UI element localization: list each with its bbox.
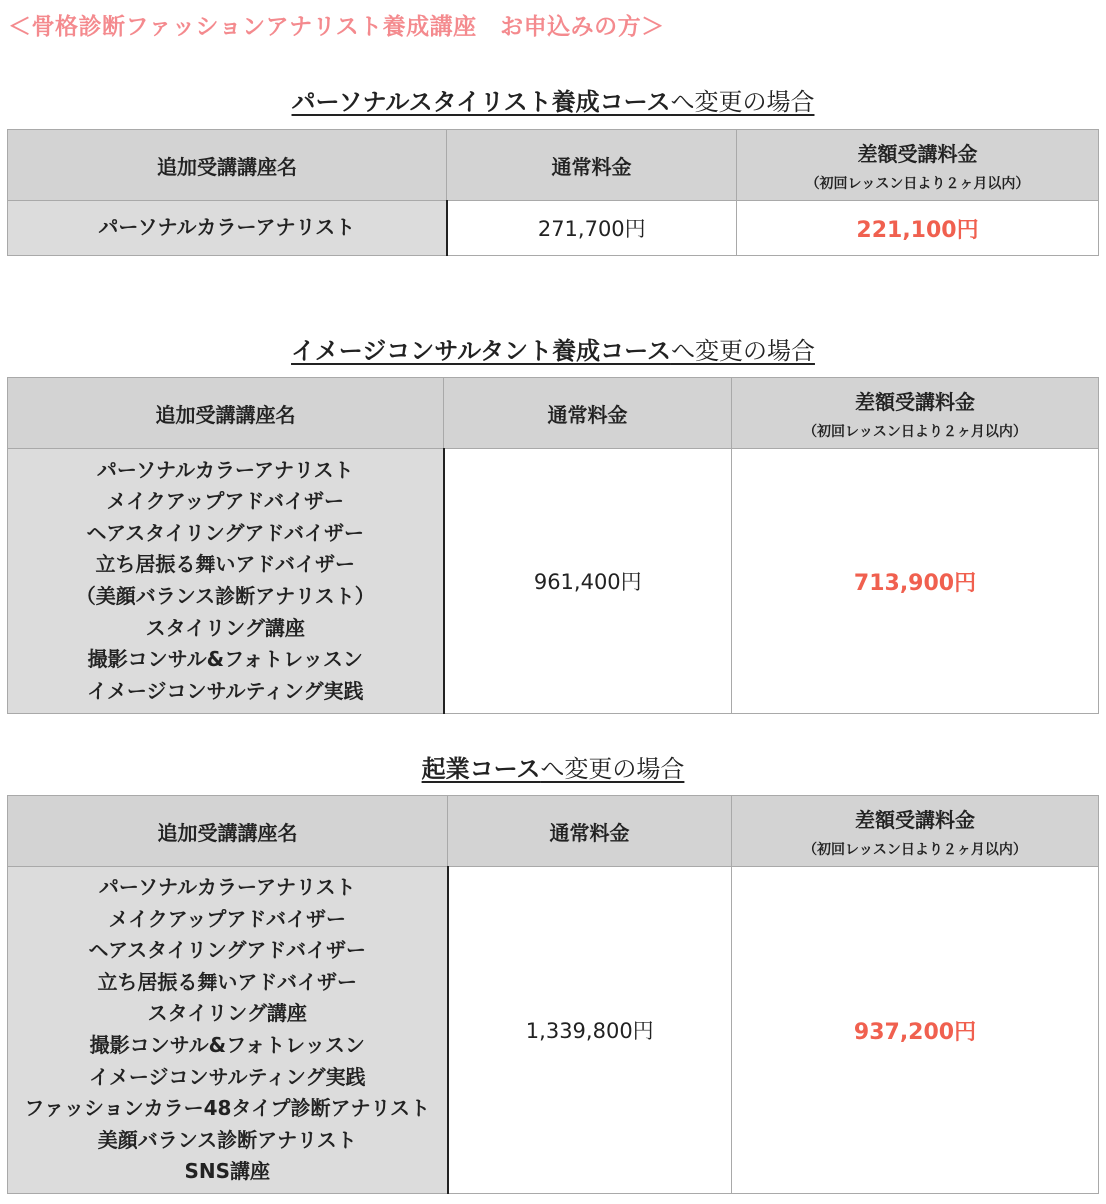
header-course-name: 追加受講講座名 xyxy=(8,378,444,449)
header-diff-fee xyxy=(737,130,1099,201)
course-name: パーソナルカラーアナリスト xyxy=(98,875,356,900)
course-name: スタイリング講座 xyxy=(147,1001,307,1026)
header-diff-fee-label: 差額受講料金 xyxy=(855,389,975,414)
header-diff-fee-note: （初回レッスン日より２ヶ月以内） xyxy=(803,841,1027,858)
section-title-personal-stylist xyxy=(0,87,1106,117)
header-diff-fee-label: 差額受講料金 xyxy=(855,807,975,832)
course-list xyxy=(8,201,447,256)
course-name: パーソナルカラーアナリスト xyxy=(96,457,354,482)
course-name: パーソナルカラーアナリスト xyxy=(98,215,356,240)
header-course-name: 追加受講講座名 xyxy=(8,796,448,867)
table-header-row xyxy=(8,796,1099,867)
section-course-name: イメージコンサルタント養成コース xyxy=(291,337,671,365)
diff-fee: 221,100円 xyxy=(737,201,1099,256)
course-list xyxy=(8,867,448,1194)
course-name: メイクアップアドバイザー xyxy=(108,906,346,931)
page-title: ＜骨格診断ファッションアナリスト養成講座 お申込みの方＞ xyxy=(8,14,665,40)
regular-fee: 961,400円 xyxy=(444,449,732,714)
section-title-business xyxy=(0,754,1106,784)
course-name: ファッションカラー48タイプ診断アナリスト xyxy=(24,1096,431,1121)
header-course-name: 追加受講講座名 xyxy=(8,130,447,201)
regular-fee: 1,339,800円 xyxy=(448,867,732,1194)
table-header-row xyxy=(8,378,1099,449)
table-row xyxy=(8,201,1099,256)
section-suffix: へ変更の場合 xyxy=(540,755,685,783)
pricing-table-image-consultant xyxy=(7,377,1099,714)
header-regular-fee: 通常料金 xyxy=(448,796,732,867)
course-name: イメージコンサルティング実践 xyxy=(87,678,364,703)
course-name: 美顔バランス診断アナリスト xyxy=(97,1127,357,1152)
header-regular-fee: 通常料金 xyxy=(444,378,732,449)
header-diff-fee-note: （初回レッスン日より２ヶ月以内） xyxy=(805,175,1030,192)
course-name: 立ち居振る舞いアドバイザー xyxy=(95,552,356,577)
header-diff-fee-label: 差額受講料金 xyxy=(857,141,978,166)
course-name: イメージコンサルティング実践 xyxy=(89,1064,366,1089)
course-name: 撮影コンサル&フォトレッスン xyxy=(89,1033,365,1057)
course-name: 撮影コンサル&フォトレッスン xyxy=(87,647,363,672)
table-row xyxy=(8,449,1099,714)
section-suffix: へ変更の場合 xyxy=(670,88,815,116)
section-title-image-consultant xyxy=(0,336,1106,366)
course-name: ヘアスタイリングアドバイザー xyxy=(88,938,366,963)
header-diff-fee xyxy=(732,796,1099,867)
regular-fee: 271,700円 xyxy=(447,201,737,256)
course-name: スタイリング講座 xyxy=(145,615,305,640)
header-regular-fee: 通常料金 xyxy=(447,130,737,201)
table-header-row xyxy=(8,130,1099,201)
pricing-table-business xyxy=(7,795,1099,1194)
table-row xyxy=(8,867,1099,1194)
course-name: SNS講座 xyxy=(184,1159,271,1184)
section-course-name: パーソナルスタイリスト養成コース xyxy=(291,88,671,116)
course-name: （美顔バランス診断アナリスト） xyxy=(75,584,375,608)
diff-fee: 937,200円 xyxy=(732,867,1099,1194)
course-name: 立ち居振る舞いアドバイザー xyxy=(97,969,358,994)
section-course-name: 起業コース xyxy=(421,755,541,783)
course-name: メイクアップアドバイザー xyxy=(106,489,344,514)
section-suffix: へ変更の場合 xyxy=(670,337,815,365)
course-name: ヘアスタイリングアドバイザー xyxy=(86,520,364,545)
diff-fee: 713,900円 xyxy=(732,449,1099,714)
header-diff-fee-note: （初回レッスン日より２ヶ月以内） xyxy=(803,423,1027,440)
header-diff-fee xyxy=(732,378,1099,449)
pricing-table-personal-stylist xyxy=(7,129,1099,256)
course-list xyxy=(8,449,444,714)
